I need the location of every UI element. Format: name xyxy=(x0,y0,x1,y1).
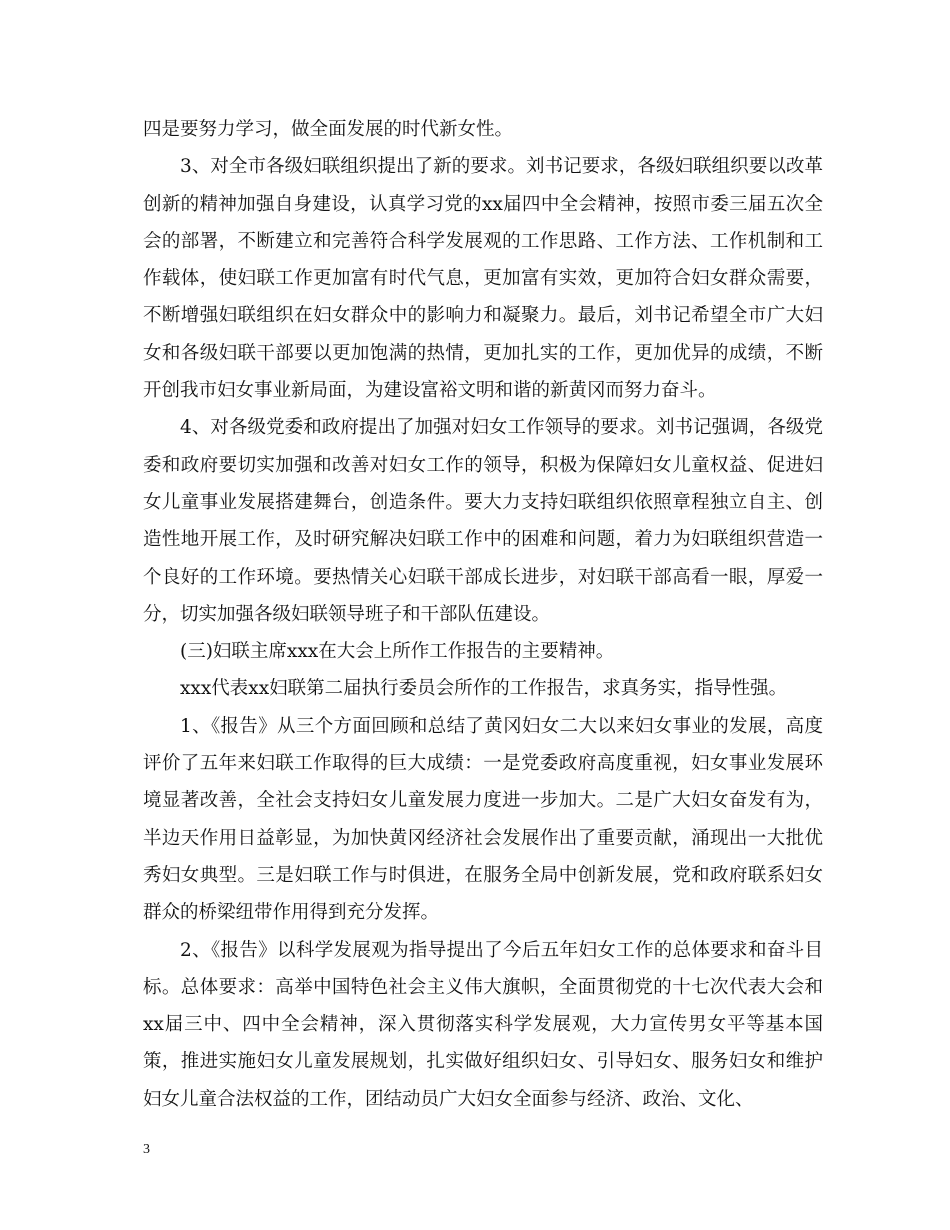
paragraph-report-intro: xxx代表xx妇联第二届执行委员会所作的工作报告，求真务实，指导性强。 xyxy=(180,678,788,700)
paragraph-report-1: 1、《报告》从三个方面回顾和总结了黄冈妇女二大以来妇女事业的发展，高度评价了五年来妇联工作取得的巨大成绩：一是党委政府高度重视，妇女事业发展环境显著改善，全社会支持妇女儿童发展力度进一步加大。二是广大妇女奋发有为，半边天作用日益彰显，为加快黄冈经济社会发展作出了重要贡献，涌现出一大批优秀妇女典型。三是妇联工作与时俱进，在服务全局中创新发展，党和政府联系妇女群众的桥梁纽带作用得到充分发挥。 xyxy=(143,715,823,924)
paragraph-item-3: 3、对全市各级妇联组织提出了新的要求。刘书记要求，各级妇联组织要以改革创新的精神加强自身建设，认真学习党的xx届四中全会精神，按照市委三届五次全会的部署，不断建立和完善符合科学发展观的工作思路、工作方法、工作机制和工作载体，使妇联工作更加富有时代气息，更加富有实效，更加符合妇女群众需要，不断增强妇联组织在妇女群众中的影响力和凝聚力。最后，刘书记希望全市广大妇女和各级妇联干部要以更加饱满的热情，更加扎实的工作，更加优异的成绩，不断开创我市妇女事业新局面，为建设富裕文明和谐的新黄冈而努力奋斗。 xyxy=(143,156,823,402)
page-number: 3 xyxy=(143,1142,150,1157)
paragraph-continuation: 四是要努力学习，做全面发展的时代新女性。 xyxy=(143,119,514,140)
section-heading-3: (三)妇联主席xxx在大会上所作工作报告的主要精神。 xyxy=(180,641,615,663)
paragraph-report-2: 2、《报告》以科学发展观为指导提出了今后五年妇女工作的总体要求和奋斗目标。总体要求：高举中国特色社会主义伟大旗帜，全面贯彻党的十七次代表大会和xx届三中、四中全会精神，深入贯彻落实科学发展观，大力宣传男女平等基本国策，推进实施妇女儿童发展规划，扎实做好组织妇女、引导妇女、服务妇女和维护妇女儿童合法权益的工作，团结动员广大妇女全面参与经济、政治、文化、 xyxy=(143,939,823,1110)
document-body xyxy=(143,111,823,1118)
paragraph-item-4: 4、对各级党委和政府提出了加强对妇女工作领导的要求。刘书记强调，各级党委和政府要切实加强和改善对妇女工作的领导，积极为保障妇女儿童权益、促进妇女儿童事业发展搭建舞台，创造条件。要大力支持妇联组织依照章程独立自主、创造性地开展工作，及时研究解决妇联工作中的困难和问题，着力为妇联组织营造一个良好的工作环境。要热情关心妇联干部成长进步，对妇联干部高看一眼，厚爱一分，切实加强各级妇联领导班子和干部队伍建设。 xyxy=(143,417,823,625)
